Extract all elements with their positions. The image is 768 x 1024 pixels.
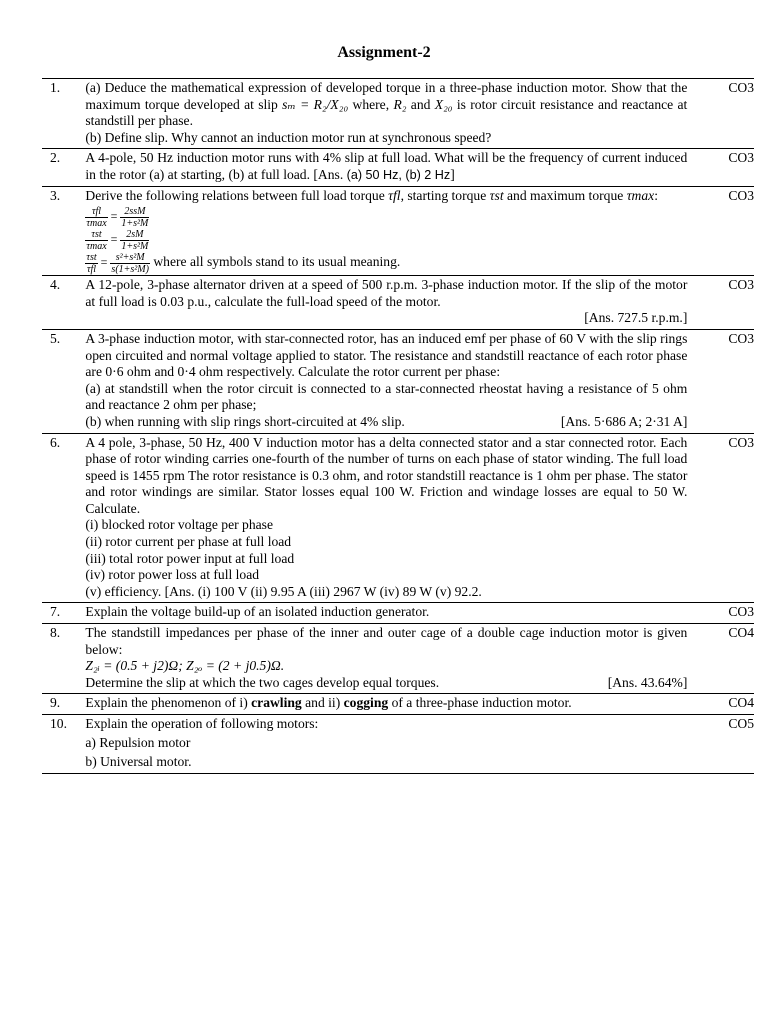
question-text (82, 624, 690, 694)
tau-st-symbol: τst (489, 187, 504, 203)
q9-text: Explain the phenomenon of i) (85, 695, 252, 711)
denominator: 1+s²M (121, 240, 149, 252)
course-outcome: CO3 (728, 604, 754, 620)
q3-tail-text: where all symbols stand to its usual meaning. (149, 254, 401, 270)
numerator: τst (85, 229, 107, 241)
q8-text: The standstill impedances per phase of the inner and outer cage of a double cage induction motor is given below: (85, 625, 688, 657)
question-text (82, 149, 690, 186)
q6-item: (iv) rotor power loss at full load (85, 567, 260, 583)
q6-item: (i) blocked rotor voltage per phase (85, 517, 273, 533)
equals-sign: = (110, 209, 118, 224)
question-row-7 (42, 603, 754, 624)
equation-1 (85, 204, 687, 227)
q1-text-segment: and (406, 96, 435, 112)
equation-2 (85, 227, 687, 250)
q1-x20-symbol: X₂₀ (434, 96, 453, 112)
q10-text: Explain the operation of following motors: (85, 716, 319, 731)
q4-answer: [Ans. 727.5 r.p.m.] (584, 310, 688, 326)
q6-item: (iii) total rotor power input at full load (85, 550, 295, 566)
numerator: τfl (85, 206, 107, 218)
tau-max-symbol: τmax (626, 187, 655, 203)
question-number: 5. (50, 330, 61, 346)
course-outcome: CO4 (728, 695, 754, 711)
numerator: 2sM (120, 229, 149, 241)
equation-3 (85, 250, 687, 273)
question-text (82, 276, 690, 330)
q5-part-a: (a) at standstill when the rotor circuit is connected to a star-connected rheostat having a resistance of 5 ohm and reactance 2 ohm per phase; (85, 380, 688, 413)
question-row-9 (42, 694, 754, 715)
question-row-8 (42, 624, 754, 694)
q8-question-line (85, 675, 687, 692)
question-text (82, 79, 690, 149)
question-row-1 (42, 79, 754, 149)
q9-text: and ii) (301, 695, 344, 711)
course-outcome: CO5 (728, 716, 754, 731)
q2-text: A 4-pole, 50 Hz induction motor runs with 4% slip at full load. What will be the frequency of current induced in the rotor (a) at starting, (b) at full load. [Ans. (85, 150, 688, 182)
course-outcome: CO3 (728, 277, 754, 293)
denominator: τfl (86, 263, 97, 275)
course-outcome: CO3 (728, 330, 754, 346)
q8-impedance-equation: Z₂ᵢ = (0.5 + j2)Ω; Z₂ₒ = (2 + j0.5)Ω. (85, 658, 285, 674)
denominator: s(1+s²M) (111, 263, 149, 275)
course-outcome: CO3 (728, 80, 754, 95)
question-row-5 (42, 329, 754, 433)
q6-item: (ii) rotor current per phase at full load (85, 534, 292, 550)
question-number: 10. (50, 716, 67, 731)
question-text: Explain the voltage build-up of an isolated induction generator. (85, 604, 430, 620)
question-text (82, 694, 690, 715)
fraction (85, 206, 107, 229)
q8-answer: [Ans. 43.64%] (607, 674, 688, 690)
equals-sign: = (100, 255, 108, 270)
course-outcome: CO3 (728, 434, 754, 450)
q10-item: b) Universal motor. (85, 754, 192, 770)
question-row-10 (42, 715, 754, 774)
q1-part-b: (b) Define slip. Why cannot an induction motor run at synchronous speed? (85, 129, 492, 145)
q3-text: and maximum torque (503, 187, 627, 203)
question-number: 3. (50, 187, 61, 203)
q1-slip-equation: sₘ = R₂/X₂₀ (282, 96, 349, 112)
q9-bold-term: cogging (343, 695, 389, 711)
course-outcome: CO4 (728, 625, 754, 641)
numerator: τst (86, 251, 97, 263)
question-number: 8. (50, 625, 61, 641)
question-number: 2. (50, 150, 61, 166)
q6-item: (v) efficiency. [Ans. (i) 100 V (ii) 9.95 A (iii) 2967 W (iv) 89 W (v) 92.2. (85, 583, 482, 599)
q1-part-a-text: (a) Deduce the mathematical expression of developed torque in a three-phase induction motor. Show that the maximum torque developed at slip (85, 80, 688, 112)
numerator: s²+s²M (110, 252, 150, 264)
q1-text-segment: is rotor circuit resistance and reactance at standstill per phase. (85, 96, 688, 129)
fraction (110, 252, 150, 275)
question-number: 7. (50, 604, 61, 620)
fraction (120, 229, 149, 252)
question-row-4 (42, 276, 754, 330)
q6-text: A 4 pole, 3-phase, 50 Hz, 400 V induction motor has a delta connected stator and a star connected rotor. Each phase of rotor winding carries one-fourth of the number of turns on each phase of stator winding. The full load speed is 1455 rpm The rotor resistance is 0.3 ohm, and rotor standstill reactance is 1 ohm per phase. The stator and rotor windings are similar. Stator losses equal 100 W. Friction and windage losses are equal to 50 W. Calculate. (85, 434, 688, 516)
fraction (85, 229, 107, 252)
fraction (85, 252, 97, 275)
question-number: 6. (50, 434, 61, 450)
q5-answer: [Ans. 5·686 A; 2·31 A] (560, 413, 688, 429)
question-text (82, 186, 690, 276)
denominator: τmax (86, 217, 107, 229)
q1-r2-symbol: R₂ (393, 96, 407, 112)
q5-part-b: (b) when running with slip rings short-circuited at 4% slip. (85, 413, 405, 429)
question-text (82, 433, 690, 603)
question-row-6 (42, 433, 754, 603)
q9-text: of a three-phase induction motor. (388, 695, 572, 711)
q4-text: A 12-pole, 3-phase alternator driven at a speed of 500 r.p.m. 3-phase induction motor. If the slip of the motor at full load is 0.03 p.u., calculate the full-load speed of the motor. (85, 277, 688, 309)
question-number: 1. (50, 80, 61, 95)
question-row-2 (42, 149, 754, 186)
q3-text: Derive the following relations between full load torque (85, 187, 389, 203)
q1-text-segment: where, (348, 96, 394, 112)
course-outcome: CO3 (728, 150, 754, 166)
denominator: τmax (86, 240, 107, 252)
q8-question: Determine the slip at which the two cages develop equal torques. (85, 674, 440, 690)
equals-sign: = (110, 232, 118, 247)
assignment-table (42, 78, 754, 774)
question-number: 4. (50, 277, 61, 293)
q2-answer: (a) 50 Hz, (b) 2 Hz (346, 167, 451, 182)
q3-text: : (654, 187, 658, 203)
q5-text: A 3-phase induction motor, with star-connected rotor, has an induced emf per phase of 60 V with the slip rings open circuited and normal voltage applied to stator. The resistance and standstill reactance of each rotor phase are 0·6 ohm and 0·4 ohm respectively. Calculate the rotor current per phase: (85, 330, 688, 380)
denominator: 1+s²M (121, 217, 149, 229)
question-row-3 (42, 186, 754, 276)
question-text (82, 715, 690, 774)
course-outcome: CO3 (728, 187, 754, 203)
numerator: 2ssM (120, 206, 149, 218)
page-title: Assignment-2 (337, 44, 431, 61)
tau-fl-symbol: τfl (388, 187, 401, 203)
question-number: 9. (50, 695, 61, 711)
q2-bracket: ] (450, 166, 455, 182)
fraction (120, 206, 149, 229)
q5-part-b-line (85, 414, 687, 431)
q9-bold-term: crawling (251, 695, 302, 711)
q10-item: a) Repulsion motor (85, 734, 191, 750)
q3-text: , starting torque (400, 187, 490, 203)
question-text (82, 329, 690, 433)
